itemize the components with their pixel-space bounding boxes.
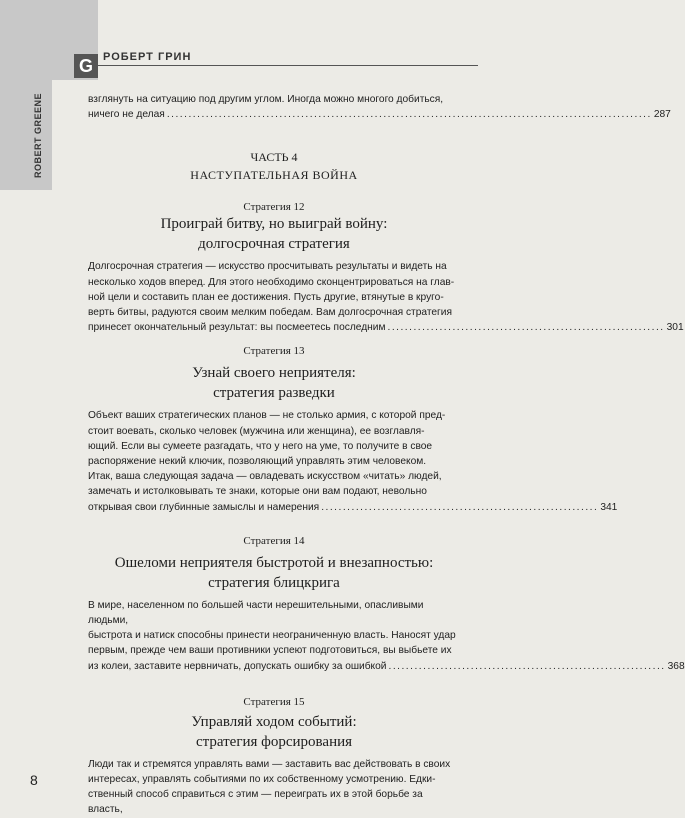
strategy-title: Управляй ходом событий: [191,713,357,730]
page-ref: 368 [667,660,685,672]
running-header-author: РОБЕРТ ГРИН [103,51,192,63]
strategy-text-line: распоряжение некий ключик, позволяющий управлять этим человеком. [88,456,427,468]
strategy-text-line: Люди так и стремятся управлять вами — заставить вас действовать в своих [88,758,451,770]
toc-content [88,92,685,818]
part-name: НАСТУПАТЕЛЬНАЯ ВОЙНА [190,168,358,183]
page-ref: 301 [666,322,684,334]
strategy-text-line: быстрота и натиск способны принести неограниченную власть. Наносят удар [88,630,456,642]
strategy-text-line: Итак, ваша следующая задача — овладевать искусством «читать» людей, [88,471,442,483]
intro-line-1: взглянуть на ситуацию под другим углом. Иногда можно многого добиться, [88,94,444,105]
header-rule [98,65,478,66]
strategy-label: Стратегия 12 [243,201,305,214]
strategy-text-line: ной цели и составить план ее достижения. Пусть другие, втянутые в круго- [88,291,444,303]
strategy-text-line: Долгосрочная стратегия — искусство просчитывать результаты и видеть на [88,261,447,273]
intro-line-2: ничего не делая [88,109,165,121]
strategy-toc-line [88,659,685,674]
strategy-text-line: первым, прежде чем ваши противники успеют подготовиться, вы выбьете их [88,645,452,657]
strategy-label: Стратегия 13 [243,345,305,358]
strategy-text-line: Объект ваших стратегических планов — не столько армия, с которой пред- [88,410,446,422]
strategy-toc-line [88,500,618,515]
side-author-label: ROBERT GREENE [33,92,43,178]
strategy-subtitle: стратегия разведки [213,385,335,402]
strategy-subtitle: стратегия блицкрига [208,574,340,591]
strategy-label: Стратегия 14 [243,534,305,547]
strategy-toc-line [88,320,684,335]
strategy-text-line: В мире, населенном по большей части нерешительными, опасливыми людьми, [88,599,424,627]
strategy-text-line: стоит воевать, сколько человек (мужчина или женщина), ее возглавля- [88,425,425,437]
strategy-text-line: интересах, управлять событиями по их собственному усмотрению. Едки- [88,774,436,786]
leader-dots: ................................................................ [388,660,666,672]
strategy-text-line: замечать и истолковывать те знаки, которые они вам подают, невольно [88,486,427,498]
strategy-text-line: верть битвы, радуются своим мелким победам. Вам долгосрочная стратегия [88,307,452,319]
page-number: 8 [30,772,38,788]
strategy-15 [88,696,460,818]
leader-dots: ................................................................................................................ [166,109,652,121]
leader-dots: ................................................................ [387,322,665,334]
side-rail [0,80,52,190]
strategy-label: Стратегия 15 [243,695,305,708]
strategy-title: Узнай своего неприятеля: [192,365,356,382]
strategy-13 [88,345,618,514]
strategy-title: Проиграй битву, но выиграй войну: [160,216,388,233]
strategy-title: Ошеломи неприятеля быстротой и внезапностью: [114,554,434,571]
leader-dots: ................................................................ [321,501,599,513]
strategy-subtitle: долгосрочная стратегия [198,236,350,253]
strategy-text-last: из колеи, заставите нервничать, допускать ошибку за ошибкой [88,660,387,672]
strategy-text-line: ющий. Если вы сумеете разгадать, что у него на уме, то получите в свое [88,440,433,452]
strategy-text-line: ственный способ справиться с этим — переиграть их в этой борьбе за власть, [88,789,423,816]
strategy-text-last: принесет окончательный результат: вы посмеетесь последним [88,322,386,334]
strategy-text-last: открывая свои глубинные замыслы и намерения [88,501,320,513]
page-ref: 341 [600,501,618,513]
part-number: ЧАСТЬ 4 [250,150,298,165]
page-ref: 287 [653,109,671,121]
publisher-logo: G [74,54,98,78]
strategy-text-line: несколько ходов вперед. Для этого необходимо сконцентрироваться на глав- [88,276,455,288]
strategy-14 [88,534,685,674]
strategy-12 [88,201,684,335]
intro-toc-line [88,107,671,122]
strategy-subtitle: стратегия форсирования [195,733,353,750]
